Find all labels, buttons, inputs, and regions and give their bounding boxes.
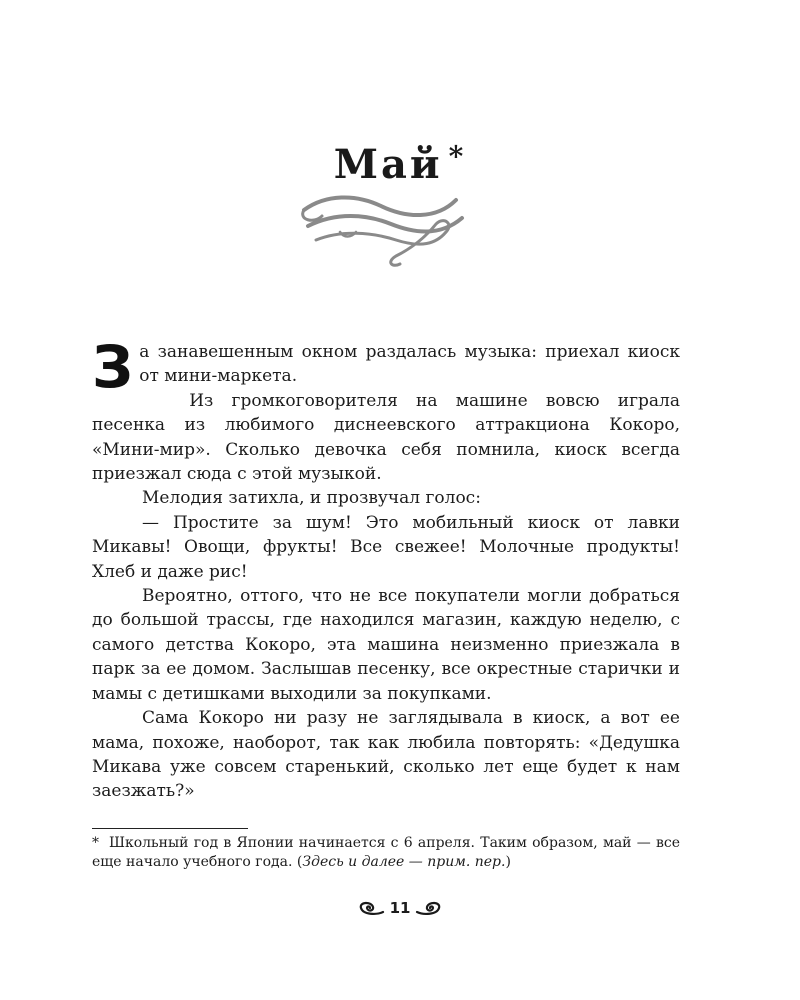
page-number-text: 11	[389, 898, 411, 917]
chapter-title-text: Май	[333, 141, 443, 188]
paragraph: Вероятно, оттого, что не все покупатели могли добраться до большой трассы, где находился магазин, каждую неделю, с самого детства Кокоро, эта машина неизменно приезжала в парк за ее домом. Заслышав песенку, все окрестные старички и мамы с детишками выходили за покупками.	[92, 586, 680, 704]
footnote-marker: *	[92, 835, 99, 851]
right-swirl-icon	[415, 900, 443, 916]
paragraph: — Простите за шум! Это мобильный киоск от лавки Микавы! Овощи, фрукты! Все свежее! Молочные продукты! Хлеб и даже рис!	[92, 512, 680, 582]
flourish-ornament-icon	[296, 180, 466, 268]
chapter-body	[92, 333, 680, 804]
drop-cap: З	[92, 333, 134, 401]
paragraph	[92, 333, 680, 401]
paragraph: Мелодия затихла, и прозвучал голос:	[142, 488, 481, 509]
paragraph-text: а занавешенным окном раздалась музыка: приехал киоск от мини-маркета.	[139, 342, 680, 387]
paragraph: Из громкоговорителя на машине вовсю играла песенка из любимого диснеевского аттракциона Кокоро, «Мини-мир». Сколько девочка себя помнила, киоск всегда приезжал сюда с этой музыкой.	[92, 390, 680, 485]
chapter-title-footnote-mark: *	[448, 140, 467, 173]
footnote-text: Школьный год в Японии начинается с 6 апреля. Таким образом, май — все еще начало учебного года. (	[92, 835, 680, 870]
footnote-italic: Здесь и далее — прим. пер.	[302, 854, 506, 870]
footnote	[92, 834, 680, 872]
page-number	[0, 898, 800, 917]
paragraph: Сама Кокоро ни разу не заглядывала в киоск, а вот ее мама, похоже, наоборот, так как любила повторять: «Дедушка Микава уже совсем старенький, сколько лет еще будет к нам заезжать?»	[92, 708, 680, 802]
footnote-divider	[92, 828, 248, 829]
left-swirl-icon	[357, 900, 385, 916]
footnote-close: )	[505, 854, 511, 870]
